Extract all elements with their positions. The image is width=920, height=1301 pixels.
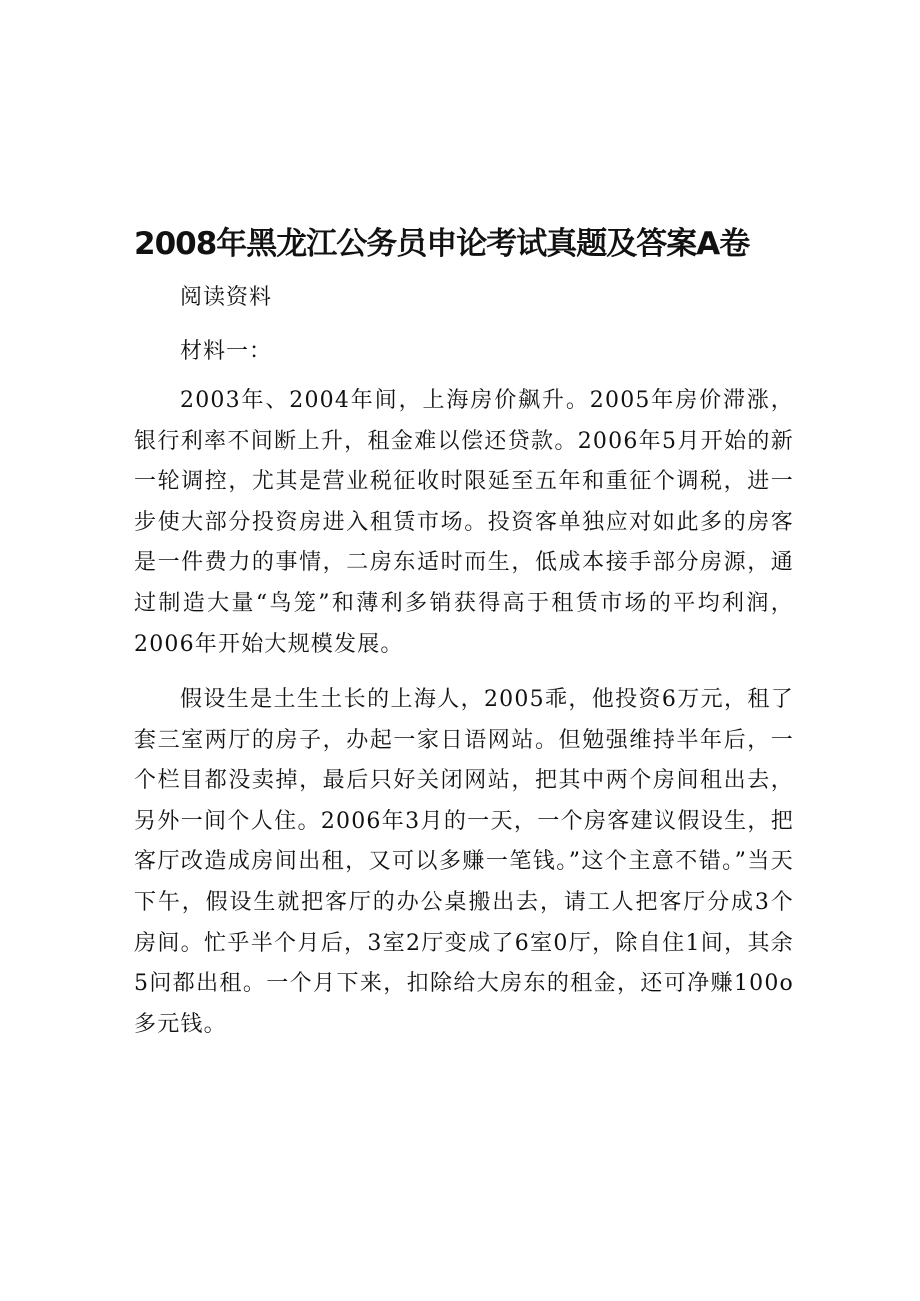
paragraph-1: 2003年、2004年间，上海房价飙升。2005年房价滞涨，银行利率不间断上升，租金难以偿还贷款。2006年5月开始的新一轮调控，尤其是营业税征收时限延至五年和重征个调税，进一步使大部分投资房进入租赁市场。投资客单独应对如此多的房客是一件费力的事情，二房东适时而生，低成本接手部分房源，通过制造大量“鸟笼”和薄利多销获得高于租赁市场的平均利润，2006年开始大规模发展。 (134, 388, 794, 657)
paragraph-2: 假设生是土生土长的上海人，2005乖，他投资6万元，租了套三室两厅的房子，办起一家日语网站。但勉强维持半年后，一个栏目都没卖掉，最后只好关闭网站，把其中两个房间租出去，另外一间个人住。2006年3月的一天，一个房客建议假设生，把客厅改造成房间出租，又可以多赚一笔钱。”这个主意不错。”当天下午，假设生就把客厅的办公桌搬出去，请工人把客厅分成3个房间。忙乎半个月后，3室2厅变成了6室0厅，除自住1间，其余5问都出租。一个月下来，扣除给大房东的租金，还可净赚100o多元钱。 (134, 687, 794, 1037)
document-title: 2008年黑龙江公务员申论考试真题及答案A卷 (134, 226, 750, 262)
material-label: 材料一： (180, 339, 273, 364)
section-label: 阅读资料 (180, 285, 273, 310)
